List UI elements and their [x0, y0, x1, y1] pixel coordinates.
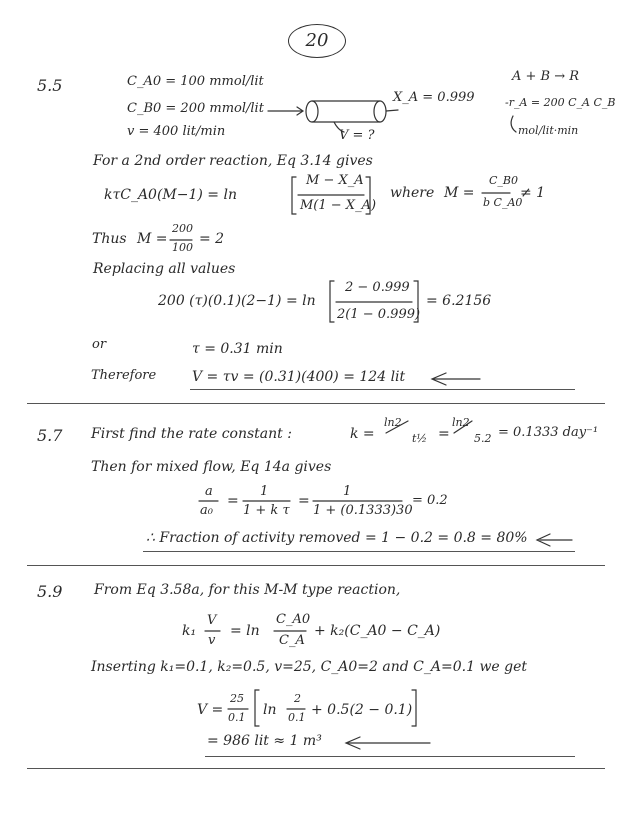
- k-frac2-numerator: ln2: [452, 416, 470, 429]
- section-divider-1: [27, 403, 605, 404]
- volume-result: V = τv = (0.31)(400) = 124 lit: [192, 369, 406, 385]
- eq1-left-bracket: [292, 177, 296, 214]
- m-def-left: M =: [444, 185, 475, 201]
- reactor-walls: [312, 101, 380, 122]
- rule-5-9-answer: [205, 756, 575, 757]
- k-frac1-numerator: ln2: [384, 416, 402, 429]
- v-f1-denominator: 0.1: [228, 711, 246, 724]
- eq-v-numerator: V: [207, 613, 217, 628]
- v-right: + 0.5(2 − 0.1): [311, 702, 413, 718]
- k-frac2-denominator: 5.2: [474, 432, 492, 445]
- reactor-inlet-end: [306, 101, 318, 122]
- eq-equals-1: =: [227, 493, 239, 509]
- m-def-denominator: b C_A0: [483, 196, 523, 209]
- answer-arrow-5-9-head: [346, 737, 360, 749]
- k-equals: =: [438, 426, 450, 442]
- rule-5-7-answer: [143, 551, 575, 552]
- eq-f2-denominator: 1 + (0.1333)30: [313, 503, 413, 518]
- text-second-order: For a 2nd order reaction, Eq 3.14 gives: [93, 153, 373, 169]
- eq-a-denominator: a₀: [200, 503, 213, 518]
- eq1-denominator: M(1 − X_A): [300, 198, 377, 213]
- rate-expression: -r_A = 200 C_A C_B: [505, 96, 616, 109]
- v-f1-numerator: 25: [230, 692, 244, 705]
- where-label: where: [390, 185, 435, 201]
- feed-flow: v = 400 lit/min: [127, 124, 226, 139]
- eq-k2-term: + k₂(C_A0 − C_A): [314, 623, 441, 639]
- reactor-outlet-end: [374, 101, 386, 122]
- v-f2-denominator: 0.1: [288, 711, 306, 724]
- text-mixed-flow: Then for mixed flow, Eq 14a gives: [91, 459, 332, 475]
- m-calc-left: M =: [137, 231, 168, 247]
- m-calc-right: = 2: [199, 231, 225, 247]
- reaction-stoich: A + B → R: [512, 69, 580, 84]
- feed-ca0: C_A0 = 100 mmol/lit: [127, 74, 264, 89]
- eq2-left: 200 (τ)(0.1)(2−1) = ln: [158, 293, 316, 309]
- fraction-removed: ∴ Fraction of activity removed = 1 − 0.2 = 0.8 = 80%: [146, 530, 528, 546]
- m-def-numerator: C_B0: [489, 174, 518, 187]
- feed-arrow-head: [297, 107, 303, 115]
- reactor-volume-unknown: V = ?: [339, 128, 375, 143]
- problem-label-5-9: 5.9: [37, 582, 63, 601]
- text-mm-reaction: From Eq 3.58a, for this M-M type reaction,: [94, 582, 401, 598]
- v-right-bracket: [412, 690, 416, 726]
- feed-cb0: C_B0 = 200 mmol/lit: [127, 101, 264, 116]
- eq-equals-ln: = ln: [230, 623, 260, 639]
- tau-result: τ = 0.31 min: [192, 341, 283, 357]
- m-calc-denominator: 100: [172, 241, 193, 254]
- or-label: or: [92, 337, 107, 352]
- eq2-numerator: 2 − 0.999: [345, 280, 410, 295]
- answer-arrow-5-7-head: [537, 534, 550, 546]
- units-hook: [511, 116, 516, 132]
- replacing-label: Replacing all values: [93, 261, 236, 277]
- eq-f1-numerator: 1: [260, 484, 269, 499]
- m-def-right: ≠ 1: [520, 185, 546, 201]
- k-frac1-denominator: t½: [412, 432, 428, 445]
- v-left-bracket: [255, 690, 259, 726]
- eq-k1: k₁: [182, 623, 197, 639]
- problem-label-5-7: 5.7: [37, 426, 63, 445]
- outlet-line: [386, 110, 398, 111]
- eq-a-numerator: a: [205, 484, 213, 499]
- k-left: k =: [350, 426, 375, 442]
- eq1-numerator: M − X_A: [306, 173, 364, 188]
- eq2-right: = 6.2156: [426, 293, 492, 309]
- text-rate-constant: First find the rate constant :: [91, 426, 292, 442]
- section-divider-3: [27, 768, 605, 769]
- v-left: V =: [197, 702, 224, 718]
- eq-c-denominator: C_A: [279, 633, 305, 648]
- eq-v-denominator: v: [208, 633, 216, 648]
- thus-label: Thus: [92, 231, 127, 247]
- v-f2-numerator: 2: [294, 692, 301, 705]
- eq-c-numerator: C_A0: [276, 612, 311, 627]
- v-ln: ln: [263, 702, 277, 718]
- eq1-left: kτC_A0(M−1) = ln: [104, 187, 237, 203]
- problem-label-5-5: 5.5: [37, 76, 63, 95]
- reactor-conversion: X_A = 0.999: [393, 90, 475, 105]
- answer-arrow-5-5-head: [432, 373, 446, 385]
- rate-units: mol/lit·min: [518, 124, 579, 137]
- k-result: = 0.1333 day⁻¹: [498, 425, 599, 440]
- eq-f2-numerator: 1: [343, 484, 352, 499]
- eq-result: = 0.2: [412, 493, 448, 508]
- section-divider-2: [27, 565, 605, 566]
- eq2-left-bracket: [330, 281, 334, 322]
- eq2-denominator: 2(1 − 0.999): [337, 307, 421, 322]
- page-number: 20: [288, 24, 346, 58]
- therefore-label: Therefore: [91, 368, 157, 383]
- volume-final: = 986 lit ≈ 1 m³: [207, 733, 322, 749]
- m-calc-numerator: 200: [172, 222, 193, 235]
- eq-equals-2: =: [298, 493, 310, 509]
- eq-f1-denominator: 1 + k τ: [243, 503, 290, 518]
- inserting-values: Inserting k₁=0.1, k₂=0.5, v=25, C_A0=2 and C_A=0.1 we get: [91, 659, 528, 675]
- rule-5-5-answer: [190, 389, 575, 390]
